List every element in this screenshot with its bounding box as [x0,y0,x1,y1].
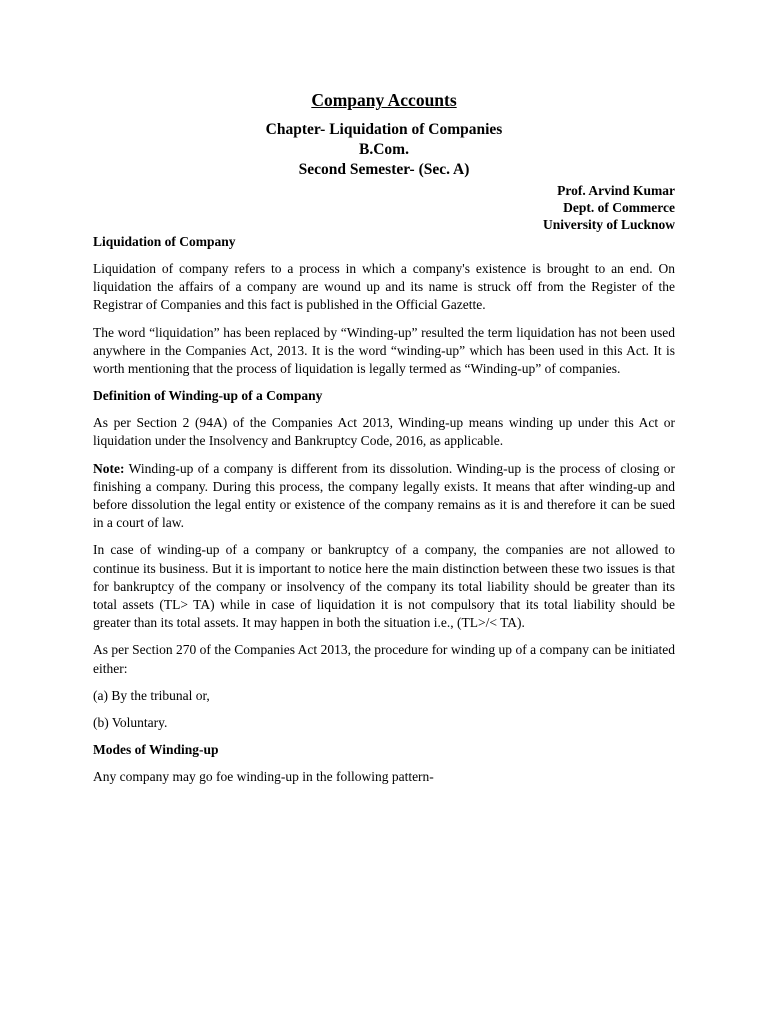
note-text: Winding-up of a company is different from its dissolution. Winding-up is the process of closing or finishing a company. During this process, the company legally exists. It means that after winding-up and before dissolution the legal entity or existence of the company remains as it is and therefore it can be sued in a court of law. [93,460,675,531]
author-name: Prof. Arvind Kumar [557,183,675,198]
paragraph-bankruptcy: In case of winding-up of a company or bankruptcy of a company, the companies are not allowed to continue its business. But it is important to notice here the main distinction between these two issues is that for bankruptcy of the company or insolvency of the company its total liability should be greater than its total assets (TL> TA) while in case of liquidation it is not compulsory that its total liability should be greater than its total assets. It may happen in both the situation i.e., (TL>/< TA). [93,542,675,631]
section-heading-liquidation: Liquidation of Company [93,234,236,249]
paragraph-section-270: As per Section 270 of the Companies Act 2013, the procedure for winding up of a company can be initiated either: [93,642,675,676]
chapter-title: Chapter- Liquidation of Companies [265,121,503,138]
list-item-voluntary: (b) Voluntary. [93,715,168,731]
course-name: B.Com. [359,141,409,158]
document-page [93,88,675,786]
section-heading-definition: Definition of Winding-up of a Company [93,388,323,404]
paragraph-section-94a: As per Section 2 (94A) of the Companies Act 2013, Winding-up means winding up under this Act or liquidation under the Insolvency and Bankruptcy Code, 2016, as applicable. [93,415,675,449]
note-label: Note: [93,460,125,476]
semester-line: Second Semester- (Sec. A) [298,161,470,178]
paragraph-liquidation-definition: Liquidation of company refers to a process in which a company's existence is brought to an end. On liquidation the affairs of a company are wound up and its name is struck off from the Register of the Registrar of Companies and this fact is published in the Official Gazette. [93,261,675,313]
list-item-tribunal: (a) By the tribunal or, [93,687,210,703]
paragraph-liquidation-term: The word “liquidation” has been replaced by “Winding-up” resulted the term liquidation has not been used anywhere in the Companies Act, 2013. It is the word “winding-up” which has been used in this Act. It is worth mentioning that the process of liquidation is legally termed as “Winding-up” of companies. [93,324,675,377]
author-university: University of Lucknow [542,217,675,232]
paragraph-modes: Any company may go foe winding-up in the following pattern- [93,769,434,785]
paragraph-note [93,460,675,533]
section-heading-modes: Modes of Winding-up [93,742,219,758]
author-block [93,182,675,233]
document-title: Company Accounts [311,90,457,110]
author-dept: Dept. of Commerce [563,200,675,215]
